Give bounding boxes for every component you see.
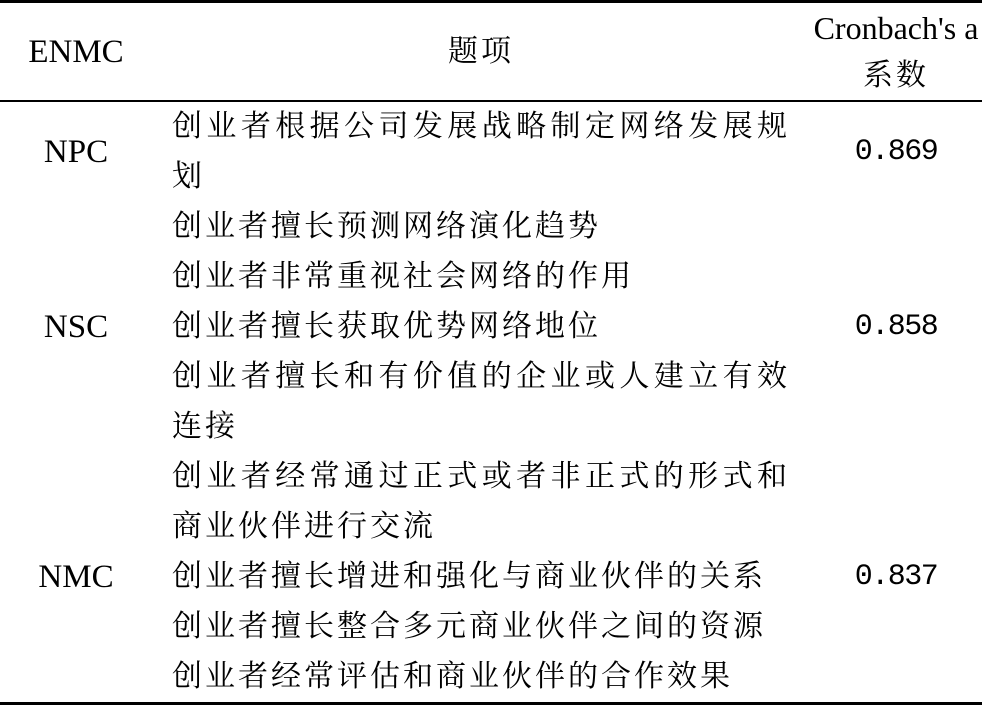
column-header-cronbach	[810, 3, 982, 100]
column-header-enmc-label: ENMC	[28, 33, 124, 70]
table-row-item: 创业者擅长和有价值的企业或人建立有效连接	[172, 359, 790, 444]
table-row-item: 创业者非常重视社会网络的作用	[172, 259, 634, 294]
cronbach-alpha-nmc: 0.837	[854, 560, 938, 594]
table-row-item: 创业者经常评估和商业伙伴的合作效果	[172, 659, 733, 694]
column-header-cronbach-line1: Cronbach's a	[813, 9, 979, 46]
table-row-item: 创业者经常通过正式或者非正式的形式和商业伙伴进行交流	[172, 459, 790, 544]
table-row-item: 创业者擅长获取优势网络地位	[172, 309, 601, 344]
cronbach-alpha-npc: 0.869	[854, 135, 938, 169]
table-header	[0, 3, 982, 100]
table-row-item: 创业者擅长整合多元商业伙伴之间的资源	[172, 609, 766, 644]
column-header-enmc	[0, 3, 152, 100]
cronbach-alpha-nsc: 0.858	[854, 310, 938, 344]
column-header-items	[152, 3, 810, 100]
dimension-code-npc: NPC	[43, 133, 109, 170]
dimension-code-nsc: NSC	[43, 308, 109, 345]
table-body	[0, 102, 982, 702]
table-row-item: 创业者擅长预测网络演化趋势	[172, 209, 601, 244]
column-header-items-label: 题项	[448, 33, 514, 69]
table-row-item: 创业者擅长增进和强化与商业伙伴的关系	[172, 559, 766, 594]
table-row-item: 创业者根据公司发展战略制定网络发展规划	[172, 109, 790, 194]
column-header-cronbach-line2: 系数	[863, 57, 929, 93]
dimension-code-nmc: NMC	[38, 558, 114, 595]
